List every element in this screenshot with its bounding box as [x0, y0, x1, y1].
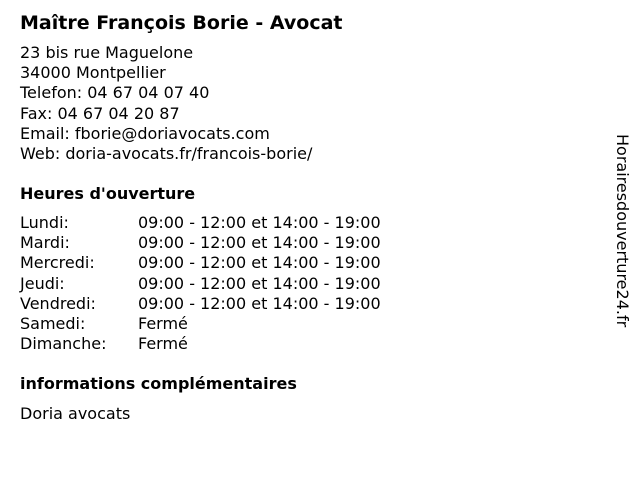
- hours-row-friday: [20, 294, 381, 314]
- day-label: Vendredi:: [20, 293, 96, 313]
- hours-row-thursday: [20, 274, 381, 294]
- hours-value: Fermé: [138, 314, 188, 334]
- hours-row-wednesday: [20, 253, 381, 273]
- extra-info-heading: informations complémentaires: [20, 374, 297, 393]
- website: Web: doria-avocats.fr/francois-borie/: [20, 144, 313, 164]
- extra-info-text: Doria avocats: [20, 404, 131, 423]
- hours-value: 09:00 - 12:00 et 14:00 - 19:00: [138, 213, 381, 232]
- hours-row-saturday: [20, 314, 381, 334]
- contact-info: [20, 43, 312, 164]
- phone-number: Telefon: 04 67 04 07 40: [20, 83, 210, 103]
- day-label: Lundi:: [20, 213, 69, 232]
- day-label: Mercredi:: [20, 253, 95, 273]
- hours-value: 09:00 - 12:00 et 14:00 - 19:00: [138, 273, 381, 293]
- day-label: Jeudi:: [20, 273, 65, 293]
- fax-number: Fax: 04 67 04 20 87: [20, 103, 180, 123]
- site-watermark: Horairesdouverture24.fr: [613, 134, 632, 328]
- page-title: Maître François Borie - Avocat: [20, 12, 343, 34]
- hours-row-sunday: [20, 334, 381, 354]
- city: 34000 Montpellier: [20, 63, 166, 83]
- hours-value: 09:00 - 12:00 et 14:00 - 19:00: [138, 253, 381, 273]
- hours-heading: Heures d'ouverture: [20, 184, 196, 203]
- hours-row-tuesday: [20, 233, 381, 253]
- day-label: Mardi:: [20, 233, 70, 253]
- day-label: Samedi:: [20, 314, 86, 334]
- hours-value: 09:00 - 12:00 et 14:00 - 19:00: [138, 233, 381, 253]
- hours-row-monday: [20, 213, 381, 233]
- street-address: 23 bis rue Maguelone: [20, 43, 194, 62]
- hours-value: 09:00 - 12:00 et 14:00 - 19:00: [138, 293, 381, 313]
- email-address: Email: fborie@doriavocats.com: [20, 123, 270, 143]
- opening-hours-table: [20, 213, 381, 354]
- day-label: Dimanche:: [20, 334, 107, 354]
- hours-value: Fermé: [138, 334, 188, 354]
